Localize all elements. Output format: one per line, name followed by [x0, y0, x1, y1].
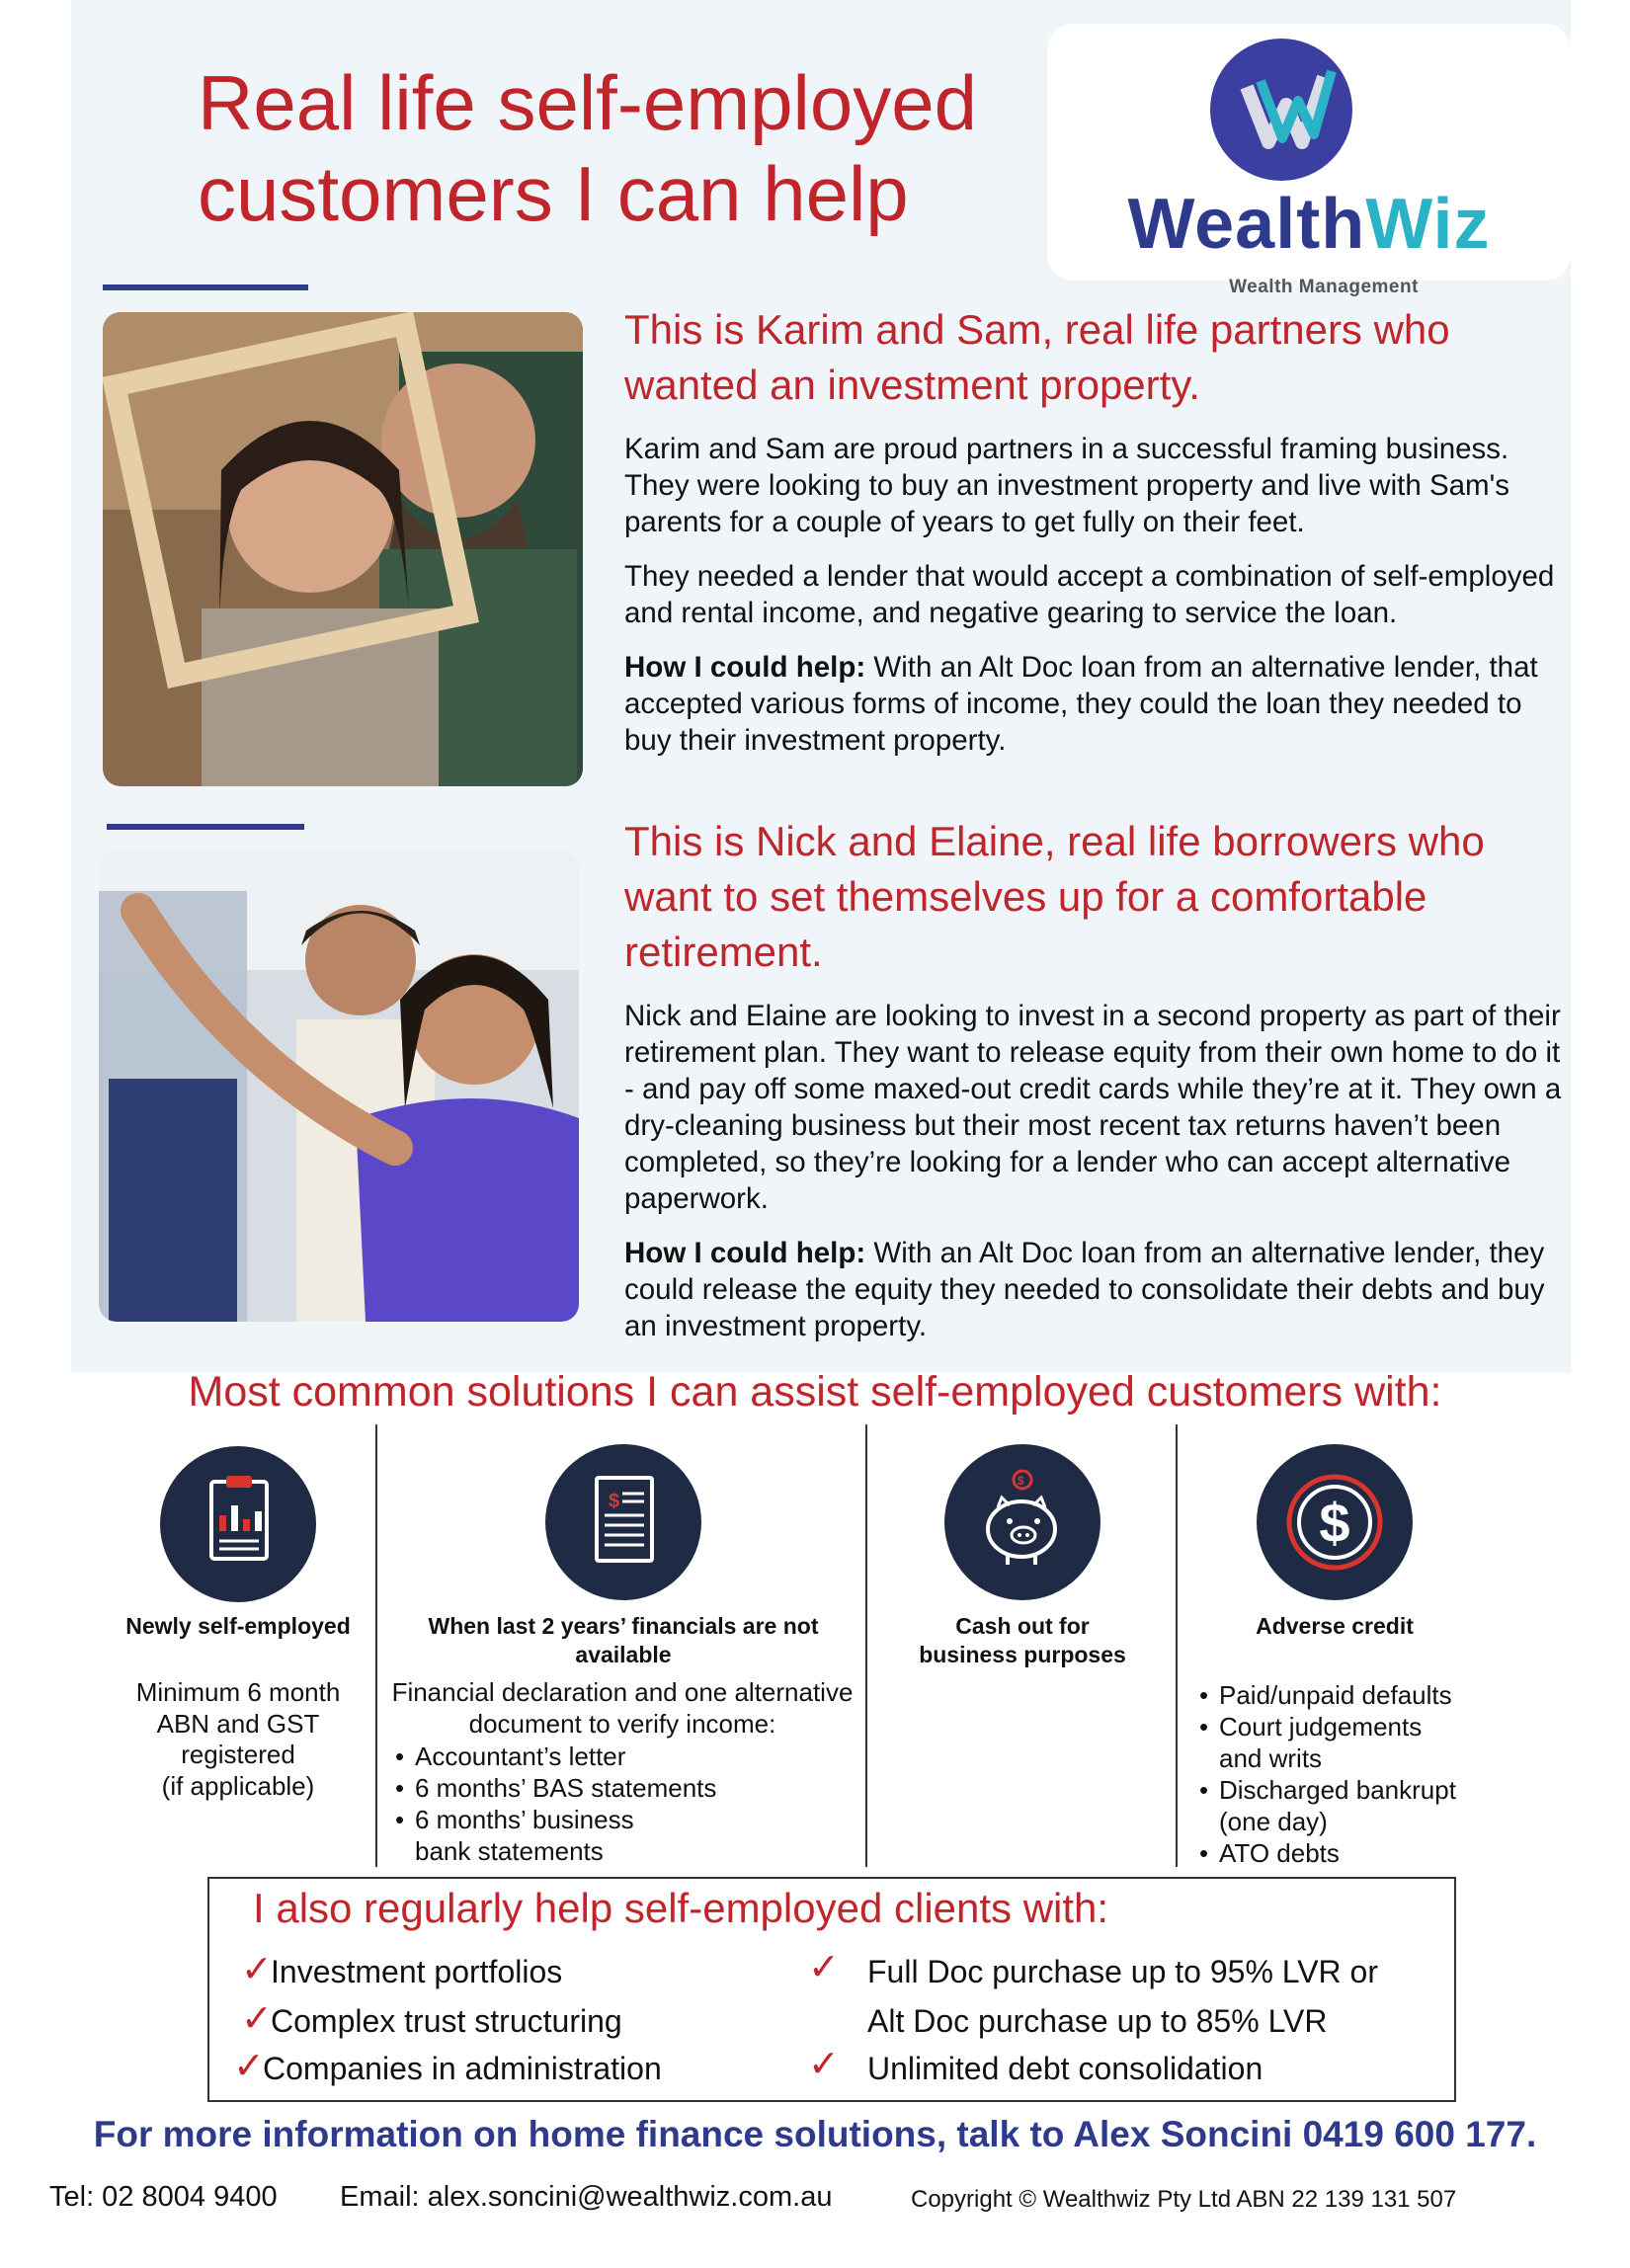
logo-word-wiz: Wiz: [1365, 185, 1491, 264]
list-item: • 6 months’ BAS statements: [395, 1772, 859, 1804]
help-text: With an Alt Doc loan from an alternative lender, they could release the equity they needed to consolidate their debts and buy an investment property.: [624, 1237, 1545, 1342]
help-label: How I could help:: [624, 651, 866, 684]
list-item: • Discharged bankrupt: [1199, 1774, 1496, 1806]
footer-email: Email: alex.soncini@wealthwiz.com.au: [340, 2181, 833, 2213]
list-item: • Accountant’s letter: [395, 1741, 859, 1772]
help-label: How I could help:: [624, 1237, 866, 1269]
accent-line: [103, 284, 308, 290]
also-help-item: Full Doc purchase up to 95% LVR or: [867, 1954, 1378, 1989]
solutions-title: Most common solutions I can assist self-employed customers with:: [188, 1368, 1442, 1416]
footer-copyright: Copyright © Wealthwiz Pty Ltd ABN 22 139 131 507: [911, 2186, 1457, 2213]
solution-heading-line: When last 2 years’ financials are not: [428, 1613, 819, 1639]
solution-heading-line: business purposes: [919, 1642, 1126, 1667]
solution-heading-line: available: [575, 1642, 672, 1667]
report-chart-icon: [160, 1446, 316, 1602]
logo-word-wealth: Wealth: [1127, 185, 1366, 264]
list-item: and writs: [1219, 1743, 1323, 1773]
story-heading: This is Karim and Sam, real life partners who wanted an investment property.: [624, 306, 1450, 408]
checkmark-icon: ✓: [808, 1947, 840, 1988]
checkmark-icon: ✓: [233, 2046, 265, 2087]
solution-body-line: (if applicable): [161, 1770, 315, 1801]
also-help-item: Companies in administration: [263, 2051, 662, 2086]
solution-body: [107, 1677, 369, 1802]
checkmark-icon: ✓: [808, 2044, 840, 2085]
svg-text:$: $: [1319, 1492, 1350, 1554]
story-paragraph: They needed a lender that would accept a combination of self-employed and rental income, and negative gearing to service the loan.: [624, 560, 1555, 629]
solution-body-line: document to verify income:: [468, 1708, 776, 1739]
story-karim-sam: [624, 302, 1573, 776]
list-item: • 6 months’ business: [395, 1804, 859, 1835]
solution-heading-line: Cash out for: [955, 1613, 1090, 1639]
svg-text:$: $: [1018, 1474, 1024, 1488]
piggy-bank-icon: [944, 1444, 1100, 1600]
solution-body: [377, 1677, 867, 1740]
story-heading: This is Nick and Elaine, real life borrowers who want to set themselves up for a comfortable retirement.: [624, 818, 1485, 975]
solution-body-line: ABN and GST: [156, 1708, 320, 1739]
list-item: • Paid/unpaid defaults: [1199, 1679, 1496, 1711]
call-to-action: For more information on home finance solutions, talk to Alex Soncini 0419 600 177.: [93, 2114, 1537, 2154]
also-help-title: I also regularly help self-employed clients with:: [253, 1885, 1109, 1931]
solution-heading: [387, 1612, 859, 1669]
also-help-item: Complex trust structuring: [271, 2003, 622, 2039]
column-divider: [375, 1424, 377, 1867]
also-help-item: Alt Doc purchase up to 85% LVR: [867, 2003, 1328, 2039]
story-paragraph: Nick and Elaine are looking to invest in a second property as part of their retirement plan. They want to release equity from their own home to do it - and pay off some maxed-out credit cards while they’re at it. They own a dry-cleaning business but their most recent tax returns haven’t been completed, so they’re looking for a lender who can accept alternative paperwork.: [624, 1000, 1562, 1215]
solution-body-line: registered: [181, 1740, 295, 1769]
also-help-item: Unlimited debt consolidation: [867, 2051, 1263, 2086]
logo-subtitle: Wealth Management: [1229, 277, 1419, 297]
checkmark-icon: ✓: [241, 1949, 273, 1990]
help-text: With an Alt Doc loan from an alternative lender, that accepted various forms of income, they could the loan they needed to buy their investment property.: [624, 651, 1538, 757]
list-item: (one day): [1219, 1807, 1328, 1836]
invoice-document-icon: [545, 1444, 701, 1600]
column-divider: [1176, 1424, 1178, 1867]
solution-heading: Adverse credit: [1256, 1613, 1414, 1639]
accent-line: [107, 824, 304, 830]
checkmark-icon: ✓: [241, 1998, 273, 2040]
solution-body-line: Financial declaration and one alternative: [391, 1677, 854, 1707]
footer-phone: Tel: 02 8004 9400: [49, 2181, 278, 2213]
also-help-item: Investment portfolios: [271, 1954, 563, 1989]
wealthwiz-emblem-icon: [1207, 36, 1355, 184]
karim-and-sam-photo: [103, 312, 583, 786]
logo-wordmark: [1087, 184, 1531, 265]
svg-text:$: $: [609, 1491, 620, 1512]
solution-body-line: Minimum 6 month: [135, 1677, 341, 1707]
solution-list: [395, 1741, 859, 1867]
list-item: • Court judgements: [1199, 1711, 1496, 1742]
solution-heading: [879, 1612, 1166, 1669]
story-nick-elaine: [624, 814, 1573, 1362]
column-divider: [865, 1424, 867, 1867]
page-title: [198, 57, 1047, 239]
nick-and-elaine-photo: [99, 851, 579, 1322]
dollar-coin-icon: [1257, 1444, 1413, 1600]
page-title-line-1: Real life self-employed: [198, 59, 978, 146]
list-item: • ATO debts: [1199, 1837, 1496, 1869]
story-paragraph: Karim and Sam are proud partners in a successful framing business. They were looking to buy an investment property and live with Sam's parents for a couple of years to get fully on their feet.: [624, 433, 1509, 538]
solution-heading: Newly self-employed: [125, 1613, 351, 1639]
solution-list: [1199, 1679, 1496, 1869]
wealthwiz-logo: [1047, 24, 1571, 297]
page-title-line-2: customers I can help: [198, 150, 909, 237]
list-item: bank statements: [415, 1836, 604, 1866]
story-help-paragraph: [624, 1235, 1573, 1344]
story-help-paragraph: [624, 649, 1573, 759]
